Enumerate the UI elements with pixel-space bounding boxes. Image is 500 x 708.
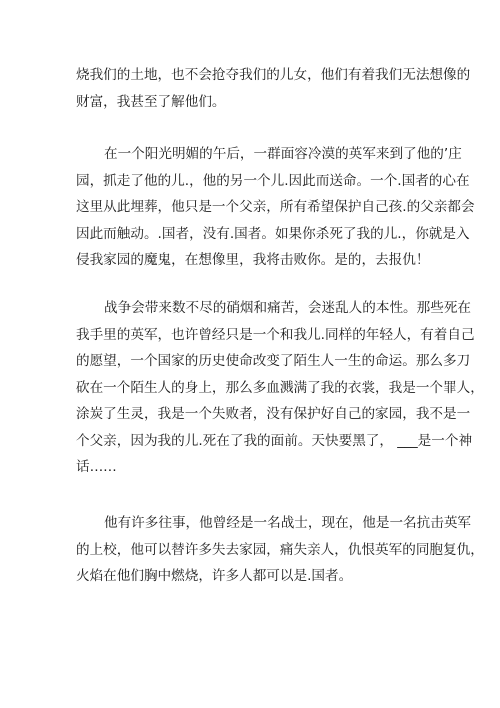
text-line: 话…… [76,459,117,475]
text-line: 砍在一个陌生人的身上，那么多血溅满了我的衣裳，我是一个罪人， [76,379,484,396]
text-line: 因此而触动。.国者，没有.国者。如果你杀死了我的儿.，你就是入 [76,225,470,242]
text-line: 烧我们的土地，也不会抢夺我们的儿女，他们有着我们无法想像的 [76,67,471,83]
paragraph-4 [76,510,484,590]
text-line: 这里从此埋葬，他只是一个父亲，所有希望保护自己孩.的父亲都会 [76,199,475,215]
text-line: 财富，我甚至了解他们。 [76,93,226,110]
text-line: 园，抓走了他的儿.，他的另一个儿.因此而送命。一个.国者的心在 [76,172,470,189]
text-line: 他有许多往事，他曾经是一名战士，现在，他是一名抗击英军 [104,515,472,531]
paragraph-1 [76,62,471,115]
text-line: 个父亲，因为我的儿.死在了我的面前。天快要黑了， ___是一个神 [76,432,473,449]
text-line: 的上校，他可以替许多失去家园，痛失亲人，仇恨英军的同胞复仇， [76,541,484,558]
text-line: 涂炭了生灵，我是一个失败者，没有保护好自己的家园，我不是一 [76,406,471,422]
text-line: 的愿望，一个国家的历史使命改变了陌生人一生的命运。那么多刀 [76,353,471,369]
text-line: 我手里的英军，也许曾经只是一个和我儿.同样的年轻人，有着自己 [76,326,475,343]
paragraph-3 [76,295,484,481]
text-line: 火焰在他们胸中燃烧，许多人都可以是.国者。 [76,568,353,584]
text-line: 在一个阳光明媚的午后，一群面容冷漠的英军来到了他的’庄 [104,146,462,162]
text-line: 侵我家园的魔鬼，在想像里，我将击败你。是的，去报仇！ [76,252,430,268]
paragraph-2 [76,141,475,274]
text-line: 战争会带来数不尽的硝烟和痛苦，会迷乱人的本性。那些死在 [104,300,472,316]
